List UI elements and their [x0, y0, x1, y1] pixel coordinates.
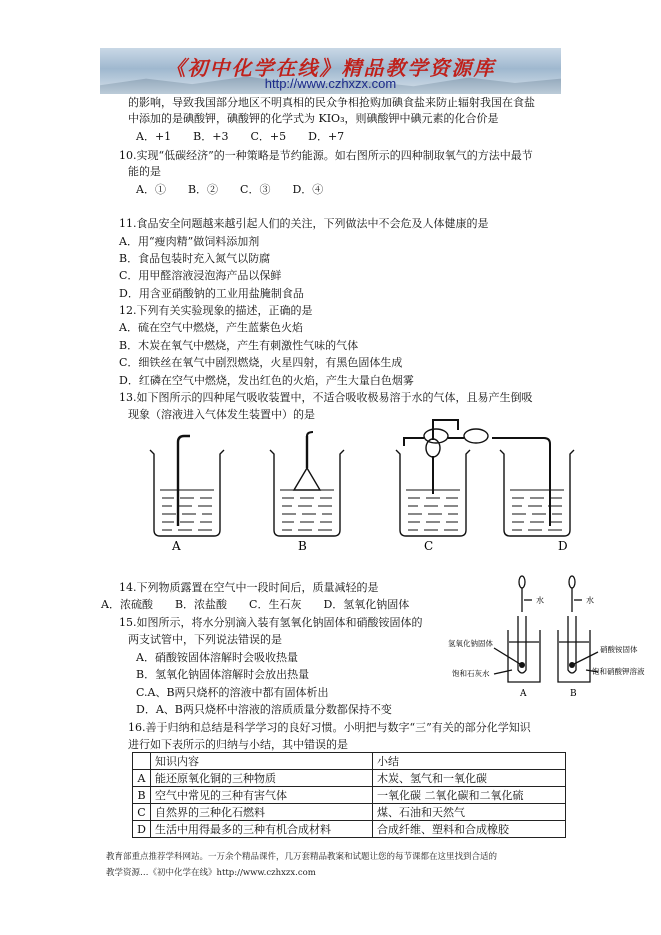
q14-option-b: B．浓盐酸 — [174, 598, 228, 611]
q13-line1: 13.如下图所示的四种尾气吸收装置中，不适合吸收极易溶于水的气体，且易产生倒吸 — [119, 391, 533, 404]
q13-line2: 现象（溶液进入气体发生装置中）的是 — [128, 408, 315, 421]
q15-option-b: B．氢氧化钠固体溶解时会放出热量 — [136, 668, 310, 681]
label-c: C — [424, 539, 434, 553]
label-kno3: 饱和硝酸钾溶液 — [592, 667, 645, 676]
apparatus-b — [270, 432, 344, 536]
banner-url[interactable]: http://www.czhxzx.com — [264, 76, 397, 91]
q9-options — [136, 130, 366, 144]
header-summary: 小结 — [373, 753, 566, 770]
q14-options — [101, 598, 431, 612]
q12-option-b: B．木炭在氧气中燃烧，产生有刺激性气味的气体 — [119, 339, 359, 352]
footer-line1: 教育部重点推荐学科网站。一万余个精品课件，几万套精品教案和试题让您的每节课都在这里找到合适的 — [106, 852, 498, 862]
q9-line1: 的影响，导致我国部分地区不明真相的民众争相抢购加碘食盐来防止辐射我国在食盐 — [128, 96, 535, 109]
label-nh4no3: 硝酸铵固体 — [600, 645, 638, 654]
q9-line2: 中添加的是碘酸钾，碘酸钾的化学式为 KIO₃，则碘酸钾中碘元素的化合价是 — [128, 112, 499, 125]
label-a: A — [172, 539, 181, 553]
q12-option-d: D．红磷在空气中燃烧，发出红色的火焰，产生大量白色烟雾 — [119, 374, 414, 387]
q12-option-c: C．细铁丝在氧气中剧烈燃烧，火星四射，有黑色固体生成 — [119, 356, 403, 369]
q10-options — [136, 183, 345, 197]
q14-stem: 14.下列物质露置在空气中一段时间后，质量减轻的是 — [119, 581, 379, 594]
label-water-left: 水 — [536, 596, 544, 605]
q9-option-d: D．+7 — [308, 130, 345, 143]
q11-option-a: A．用“瘦肉精”做饲料添加剂 — [119, 235, 260, 248]
label-d: D — [558, 539, 568, 553]
header-content: 知识内容 — [151, 753, 373, 770]
label-limewater: 饱和石灰水 — [452, 669, 490, 678]
q11-option-c: C．用甲醛溶液浸泡海产品以保鲜 — [119, 269, 282, 282]
q13-apparatus-figure — [140, 432, 580, 552]
apparatus-d — [404, 429, 574, 536]
table-row: D 生活中用得最多的三种有机合成材料 合成纤维、塑料和合成橡胶 — [133, 821, 566, 838]
q10-option-b: B．② — [187, 183, 219, 196]
q9-option-b: B．+3 — [193, 130, 229, 143]
label-naoh: 氢氧化钠固体 — [448, 639, 493, 648]
q15-option-c: C.A、B两只烧杯的溶液中都有固体析出 — [136, 686, 329, 699]
label-b: B — [298, 539, 307, 553]
header-banner — [100, 48, 561, 94]
q11-stem: 11.食品安全问题越来越引起人们的关注，下列做法中不会危及人体健康的是 — [119, 217, 489, 230]
q9-option-a: A．+1 — [136, 130, 172, 143]
q10-option-d: D．④ — [292, 183, 324, 196]
apparatus-a — [150, 436, 224, 536]
q14-option-d: D．氢氧化钠固体 — [323, 598, 410, 611]
q16-line1: 16.善于归纳和总结是科学学习的良好习惯。小明把与数字“三”有关的部分化学知识 — [128, 721, 531, 734]
q16-line2: 进行如下表所示的归纳与小结，其中错误的是 — [128, 738, 348, 751]
table-row: C 自然界的三种化石燃料 煤、石油和天然气 — [133, 804, 566, 821]
footer-line2: 教学资源…《初中化学在线》http://www.czhxzx.com — [106, 868, 316, 878]
table-row: B 空气中常见的三种有害气体 一氧化碳 二氧化碳和二氧化硫 — [133, 787, 566, 804]
table-header-row — [133, 753, 566, 770]
q11-option-d: D．用含亚硝酸钠的工业用盐腌制食品 — [119, 287, 304, 300]
q14-option-a: A．浓硫酸 — [101, 598, 153, 611]
q11-option-b: B．食品包装时充入氮气以防腐 — [119, 252, 271, 265]
q15-option-a: A．硝酸铵固体溶解时会吸收热量 — [136, 651, 298, 664]
q10-option-c: C．③ — [240, 183, 271, 196]
q15-line1: 15.如图所示，将水分别滴入装有氢氧化钠固体和硝酸铵固体的 — [119, 616, 423, 629]
q10-line2: 能的是 — [128, 165, 161, 178]
q10-option-a: A．① — [136, 183, 166, 196]
label-water-right: 水 — [586, 596, 594, 605]
q15-option-d: D．A、B两只烧杯中溶液的溶质质量分数都保持不变 — [136, 703, 392, 716]
q15-line2: 两支试管中，下列说法错误的是 — [128, 633, 282, 646]
q12-stem: 12.下列有关实验现象的描述，正确的是 — [119, 304, 313, 317]
q9-option-c: C．+5 — [250, 130, 287, 143]
q15-figure — [448, 572, 654, 700]
label-fig-a: A — [520, 689, 527, 699]
label-fig-b: B — [570, 689, 577, 699]
q14-option-c: C．生石灰 — [249, 598, 302, 611]
table-row: A 能还原氧化铜的三种物质 木炭、氢气和一氧化碳 — [133, 770, 566, 787]
q10-line1: 10.实现“低碳经济”的一种策略是节约能源。如右图所示的四种制取氧气的方法中最节 — [119, 149, 533, 162]
q12-option-a: A．硫在空气中燃烧，产生蓝紫色火焰 — [119, 321, 303, 334]
summary-table — [132, 752, 566, 838]
banner-title: 《初中化学在线》精品教学资源库 — [165, 56, 496, 80]
